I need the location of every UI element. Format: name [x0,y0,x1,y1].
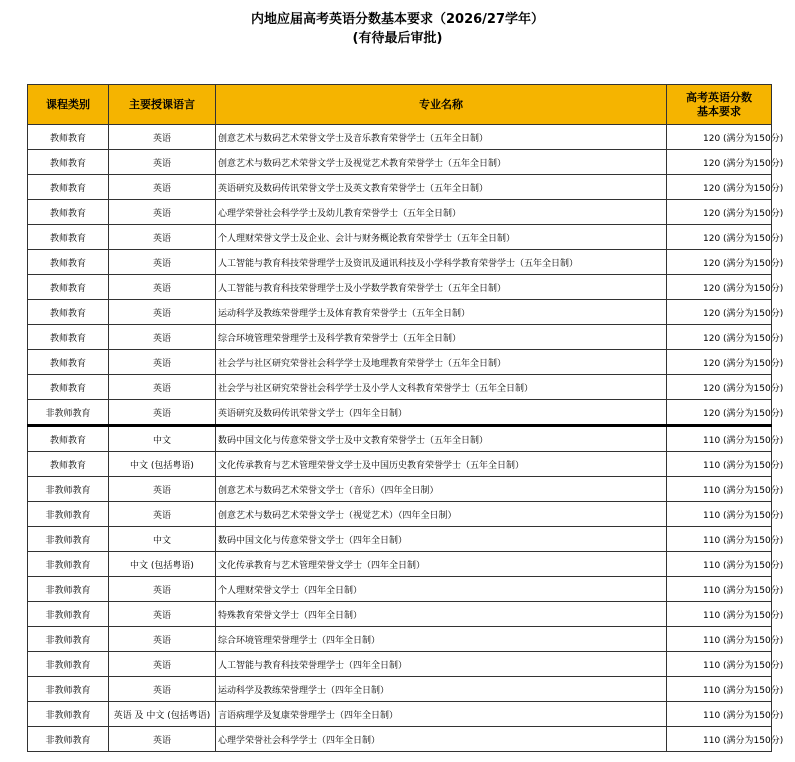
column-header-requirement [667,85,772,125]
cell-major: 心理学荣誉社会科学学士及幼儿教育荣誉学士（五年全日制） [216,200,667,225]
cell-requirement: 110 (满分为150分) [667,702,772,727]
table-row [28,502,772,527]
cell-category: 非教师教育 [28,627,109,652]
table-body [28,125,784,752]
cell-language: 英语 [109,502,216,527]
cell-language: 英语 [109,225,216,250]
cell-language: 英语 [109,602,216,627]
cell-requirement: 120 (满分为150分) [667,225,772,250]
cell-category: 教师教育 [28,426,109,452]
column-header-category: 课程类别 [28,85,109,125]
cell-category: 教师教育 [28,225,109,250]
column-header-language: 主要授课语言 [109,85,216,125]
cell-language: 英语 [109,577,216,602]
cell-language: 中文 (包括粤语) [109,552,216,577]
cell-requirement: 110 (满分为150分) [667,727,772,752]
cell-category: 非教师教育 [28,677,109,702]
cell-language: 英语 [109,375,216,400]
table-row [28,150,772,175]
page-subtitle: (有待最后审批) [352,31,443,46]
cell-major: 综合环境管理荣誉理学士及科学教育荣誉学士（五年全日制） [216,325,667,350]
table-row [28,627,772,652]
cell-category: 非教师教育 [28,502,109,527]
cell-category: 非教师教育 [28,527,109,552]
cell-requirement: 120 (满分为150分) [667,300,772,325]
page-title: 内地应届高考英语分数基本要求（2026/27学年） [250,12,545,27]
cell-major: 心理学荣誉社会科学学士（四年全日制） [216,727,667,752]
cell-language: 英语 [109,652,216,677]
cell-requirement: 110 (满分为150分) [667,452,772,477]
cell-category: 教师教育 [28,175,109,200]
cell-requirement: 120 (满分为150分) [667,275,772,300]
cell-requirement: 110 (满分为150分) [667,602,772,627]
column-header-requirement-line2: 基本要求 [697,104,741,118]
table-row [28,325,772,350]
cell-major: 创意艺术与数码艺术荣誉文学士及视觉艺术教育荣誉学士（五年全日制） [216,150,667,175]
table-row [28,300,772,325]
cell-language: 英语 [109,477,216,502]
cell-major: 人工智能与教育科技荣誉理学士及小学数学教育荣誉学士（五年全日制） [216,275,667,300]
table-row [28,426,772,452]
cell-category: 教师教育 [28,275,109,300]
cell-category: 非教师教育 [28,602,109,627]
cell-requirement: 120 (满分为150分) [667,200,772,225]
table-row [28,677,772,702]
cell-major: 言语病理学及复康荣誉理学士（四年全日制） [216,702,667,727]
cell-language: 英语 [109,175,216,200]
table-row [28,125,772,150]
cell-category: 非教师教育 [28,477,109,502]
table-row [28,175,772,200]
cell-category: 教师教育 [28,300,109,325]
cell-requirement: 120 (满分为150分) [667,175,772,200]
cell-requirement: 110 (满分为150分) [667,502,772,527]
column-header-major: 专业名称 [216,85,667,125]
cell-category: 非教师教育 [28,400,109,426]
cell-language: 英语 [109,125,216,150]
cell-major: 个人理财荣誉文学士及企业、会计与财务概论教育荣誉学士（五年全日制） [216,225,667,250]
column-header-requirement-line1: 高考英语分数 [686,90,752,104]
cell-major: 数码中国文化与传意荣誉文学士及中文教育荣誉学士（五年全日制） [216,426,667,452]
cell-category: 非教师教育 [28,727,109,752]
cell-language: 英语 [109,275,216,300]
cell-language: 英语 [109,350,216,375]
table-row [28,477,772,502]
cell-requirement: 110 (满分为150分) [667,426,772,452]
cell-requirement: 110 (满分为150分) [667,552,772,577]
cell-category: 教师教育 [28,350,109,375]
cell-requirement: 120 (满分为150分) [667,250,772,275]
table-header-row [28,85,772,125]
cell-major: 人工智能与教育科技荣誉理学士及资讯及通讯科技及小学科学教育荣誉学士（五年全日制） [216,250,667,275]
cell-requirement: 110 (满分为150分) [667,577,772,602]
cell-major: 综合环境管理荣誉理学士（四年全日制） [216,627,667,652]
cell-language: 英语 [109,627,216,652]
cell-language: 英语 [109,250,216,275]
cell-major: 运动科学及教练荣誉理学士（四年全日制） [216,677,667,702]
table-row [28,652,772,677]
cell-requirement: 120 (满分为150分) [667,150,772,175]
cell-category: 教师教育 [28,452,109,477]
table-row [28,200,772,225]
cell-language: 英语 及 中文 (包括粤语) [109,702,216,727]
table-row [28,727,772,752]
cell-language: 英语 [109,325,216,350]
cell-language: 英语 [109,400,216,426]
cell-major: 创意艺术与数码艺术荣誉文学士（视觉艺术）（四年全日制） [216,502,667,527]
title-block [0,0,795,48]
cell-major: 文化传承教育与艺术管理荣誉文学士（四年全日制） [216,552,667,577]
cell-major: 社会学与社区研究荣誉社会科学学士及地理教育荣誉学士（五年全日制） [216,350,667,375]
cell-category: 非教师教育 [28,552,109,577]
cell-language: 英语 [109,300,216,325]
cell-category: 教师教育 [28,250,109,275]
cell-language: 中文 (包括粤语) [109,452,216,477]
requirements-table [27,84,784,752]
cell-category: 非教师教育 [28,702,109,727]
cell-requirement: 110 (满分为150分) [667,677,772,702]
cell-major: 个人理财荣誉文学士（四年全日制） [216,577,667,602]
cell-category: 非教师教育 [28,577,109,602]
cell-major: 英语研究及数码传讯荣誉文学士及英文教育荣誉学士（五年全日制） [216,175,667,200]
cell-language: 英语 [109,150,216,175]
cell-requirement: 110 (满分为150分) [667,527,772,552]
table-row [28,527,772,552]
cell-language: 英语 [109,727,216,752]
table-row [28,602,772,627]
cell-language: 英语 [109,677,216,702]
table-row [28,702,772,727]
cell-category: 教师教育 [28,325,109,350]
table-row [28,577,772,602]
table-row [28,452,772,477]
cell-major: 文化传承教育与艺术管理荣誉文学士及中国历史教育荣誉学士（五年全日制） [216,452,667,477]
cell-requirement: 110 (满分为150分) [667,652,772,677]
table-row [28,350,772,375]
table-row [28,275,772,300]
cell-major: 特殊教育荣誉文学士（四年全日制） [216,602,667,627]
cell-major: 数码中国文化与传意荣誉文学士（四年全日制） [216,527,667,552]
table-row [28,225,772,250]
cell-language: 中文 [109,527,216,552]
cell-major: 英语研究及数码传讯荣誉文学士（四年全日制） [216,400,667,426]
cell-requirement: 110 (满分为150分) [667,477,772,502]
cell-major: 社会学与社区研究荣誉社会科学学士及小学人文科教育荣誉学士（五年全日制） [216,375,667,400]
table-row [28,375,772,400]
cell-category: 非教师教育 [28,652,109,677]
cell-requirement: 120 (满分为150分) [667,400,772,426]
table-row [28,250,772,275]
cell-major: 人工智能与教育科技荣誉理学士（四年全日制） [216,652,667,677]
table-row [28,552,772,577]
cell-category: 教师教育 [28,375,109,400]
cell-category: 教师教育 [28,200,109,225]
cell-category: 教师教育 [28,150,109,175]
cell-requirement: 120 (满分为150分) [667,325,772,350]
cell-requirement: 120 (满分为150分) [667,375,772,400]
cell-language: 英语 [109,200,216,225]
cell-requirement: 110 (满分为150分) [667,627,772,652]
cell-major: 创意艺术与数码艺术荣誉文学士（音乐）（四年全日制） [216,477,667,502]
cell-language: 中文 [109,426,216,452]
table-row [28,400,772,426]
cell-requirement: 120 (满分为150分) [667,125,772,150]
cell-major: 创意艺术与数码艺术荣誉文学士及音乐教育荣誉学士（五年全日制） [216,125,667,150]
cell-major: 运动科学及教练荣誉理学士及体育教育荣誉学士（五年全日制） [216,300,667,325]
cell-category: 教师教育 [28,125,109,150]
cell-requirement: 120 (满分为150分) [667,350,772,375]
